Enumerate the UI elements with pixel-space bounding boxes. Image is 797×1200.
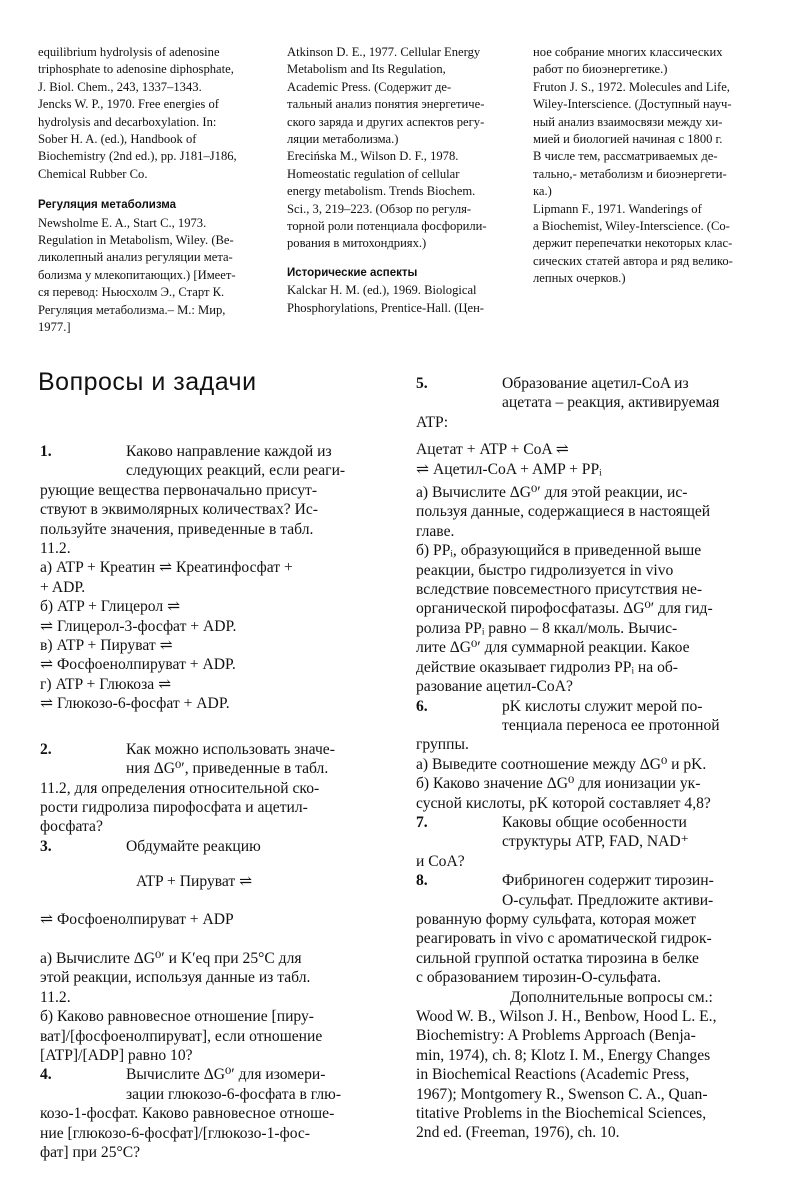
question-text: 11.2. <box>40 540 71 558</box>
question-text: реакции, быстро гидролизуется in vivo <box>416 561 674 579</box>
questions-left-column <box>40 442 386 1162</box>
question-text: а) Выведите соотношение между ΔG⁰ и pK. <box>416 755 707 773</box>
ref-line: Newsholme E. A., Start C., 1973. <box>38 215 207 230</box>
ref-line: 1977.] <box>38 320 71 335</box>
question-text: и CoA? <box>416 852 465 870</box>
question-text: Каково направление каждой из <box>126 443 332 460</box>
equation-line: ATP + Пируват ⇌ <box>136 873 253 891</box>
ref-line: Regulation in Metabolism, Wiley. (Ве- <box>38 233 234 248</box>
ref-line: Kalckar H. M. (ed.), 1969. Biological <box>287 283 477 298</box>
extra-refs-line: Wood W. B., Wilson J. H., Benbow, Hood L. E., <box>416 1008 717 1025</box>
reaction-line: а) ATP + Креатин ⇌ Креатинфосфат + <box>40 559 293 577</box>
question-text: Фибриноген содержит тирозин- <box>502 872 714 890</box>
question-text: главе. <box>416 522 455 540</box>
references-column-2 <box>287 44 522 317</box>
question-text: тенциала переноса ее протонной <box>502 716 720 734</box>
references-column-1 <box>38 44 274 337</box>
ref-line: В числе тем, рассматриваемых де- <box>533 149 718 164</box>
question-text: а) Вычислите ΔG⁰′ для этой реакции, ис- <box>416 484 688 502</box>
ref-line: ное собрание многих классических <box>533 45 723 59</box>
question-text: 11.2, для определения относительной ско- <box>40 779 320 797</box>
question-text: следующих реакций, если реаги- <box>126 462 346 480</box>
ref-line: Sci., 3, 219–223. (Обзор по регуля- <box>287 201 472 216</box>
question-text: ват]/[фосфоенолпируват], если отношение <box>40 1027 323 1045</box>
question-text: б) Каково значение ΔG⁰ для ионизации ук- <box>416 775 701 793</box>
ref-line: Biochemistry (2nd ed.), pp. J181–J186, <box>38 149 237 164</box>
question-text: структуры ATP, FAD, NAD⁺ <box>502 833 689 851</box>
ref-line: держит перепечатки некоторых клас- <box>533 236 733 251</box>
ref-line: тально,- метаболизм и биоэнергети- <box>533 166 727 181</box>
question-1-line <box>40 442 386 461</box>
reaction-line: + ADP. <box>40 578 86 596</box>
question-text: пользуйте значения, приведенные в табл. <box>40 520 314 538</box>
question-text: 11.2. <box>40 988 71 1006</box>
question-text: вследствие повсеместного присутствия не- <box>416 581 703 599</box>
question-number: 4. <box>40 1066 52 1084</box>
ref-line: болизма у млекопитающих.) [Имеет- <box>38 267 236 282</box>
question-text: с образованием тирозин-О-сульфата. <box>416 969 662 987</box>
ref-line: Jencks W. P., 1970. Free energies of <box>38 97 219 112</box>
question-text: Каковы общие особенности <box>502 813 687 831</box>
question-text: органической пирофосфатазы. ΔG⁰′ для гид- <box>416 600 713 618</box>
ref-line: Phosphorylations, Prentice-Hall. (Цен- <box>287 300 485 315</box>
extra-refs-line: min, 1974), ch. 8; Klotz I. M., Energy Changes <box>416 1046 711 1064</box>
question-8-line <box>416 871 764 890</box>
ref-line: Erecińska M., Wilson D. F., 1978. <box>287 149 459 164</box>
question-text: сильной группой остатка тирозина в белке <box>416 949 699 967</box>
question-text: рости гидролиза пирофосфата и ацетил- <box>40 798 308 816</box>
question-text: [ATP]/[ADP] равно 10? <box>40 1046 193 1064</box>
question-text: ATP: <box>416 413 449 431</box>
section-title: Вопросы и задачи <box>38 368 257 396</box>
ref-line: Homeostatic regulation of cellular <box>287 166 460 181</box>
extra-refs-line: in Biochemical Reactions (Academic Press, <box>416 1066 690 1084</box>
extra-refs-line: 2nd ed. (Freeman, 1976), ch. 10. <box>416 1124 620 1142</box>
question-text: рующие вещества первоначально присут- <box>40 481 318 499</box>
ref-line: тальный анализ понятия энергетиче- <box>287 97 485 112</box>
question-number: 3. <box>40 837 52 855</box>
question-text: Вычислите ΔG⁰′ для изомери- <box>126 1066 326 1084</box>
ref-line: работ по биоэнергетике.) <box>533 62 668 77</box>
question-text: реагировать in vivo с ароматической гидрок- <box>416 930 712 948</box>
ref-line: ликолепный анализ регуляции мета- <box>38 250 233 265</box>
ref-line: лепных очерков.) <box>533 271 626 286</box>
question-text: ния ΔG⁰′, приведенные в табл. <box>126 760 329 778</box>
extra-refs-line: Дополнительные вопросы см.: <box>510 988 713 1006</box>
question-text: б) Каково равновесное отношение [пиру- <box>40 1008 315 1026</box>
question-4-line <box>40 1065 386 1084</box>
ref-line: Sober H. A. (ed.), Handbook of <box>38 132 197 147</box>
ref-line: Metabolism and Its Regulation, <box>287 62 446 77</box>
ref-line: сических статей автора и ряд велико- <box>533 253 733 268</box>
reaction-line: б) ATP + Глицерол ⇌ <box>40 598 181 616</box>
ref-line: J. Biol. Chem., 243, 1337–1343. <box>38 79 202 94</box>
extra-refs-line: 1967); Montgomery R., Swenson C. A., Quan- <box>416 1085 708 1103</box>
question-text: а) Вычислите ΔG⁰′ и K′eq при 25°C для <box>40 949 302 967</box>
question-text: фат] при 25°C? <box>40 1144 141 1161</box>
question-5-line <box>416 374 764 393</box>
question-6-line <box>416 697 764 716</box>
ref-line: Fruton J. S., 1972. Molecules and Life, <box>533 79 730 94</box>
ref-line: energy metabolism. Trends Biochem. <box>287 184 476 199</box>
reaction-line: ⇌ Глюкозо-6-фосфат + ADP. <box>40 695 230 713</box>
question-text: действие оказывает гидролиз PPᵢ на об- <box>416 658 679 676</box>
ref-line: ся перевод: Ньюсхолм Э., Старт К. <box>38 285 225 300</box>
ref-line: торной роли потенциала фосфорили- <box>287 219 487 234</box>
question-number: 6. <box>416 697 428 715</box>
question-text: ацетата – реакция, активируемая <box>502 394 720 412</box>
question-number: 8. <box>416 872 428 890</box>
question-number: 7. <box>416 813 428 831</box>
ref-line: equilibrium hydrolysis of adenosine <box>38 45 220 59</box>
question-text: Обдумайте реакцию <box>126 837 261 855</box>
question-number: 5. <box>416 375 428 392</box>
reaction-line: ⇌ Фосфоенолпируват + ADP. <box>40 656 236 674</box>
extra-refs-line: Biochemistry: A Problems Approach (Benja- <box>416 1027 696 1045</box>
reaction-line: г) ATP + Глюкоза ⇌ <box>40 675 172 693</box>
ref-line: ского заряда и других аспектов регу- <box>287 114 485 129</box>
history-heading: Исторические аспекты <box>287 266 418 279</box>
question-number: 1. <box>40 443 52 460</box>
ref-line: hydrolysis and decarboxylation. In: <box>38 114 217 129</box>
question-text: pK кислоты служит мерой по- <box>502 697 703 715</box>
question-2-line <box>40 740 386 759</box>
question-text: сусной кислоты, pK которой составляет 4,8? <box>416 794 711 812</box>
equation-line: ⇌ Фосфоенолпируват + ADP <box>40 910 234 928</box>
questions-right-column <box>416 374 764 1143</box>
ref-line: ляции метаболизма.) <box>287 132 399 147</box>
question-text: этой реакции, используя данные из табл. <box>40 969 311 987</box>
question-number: 2. <box>40 740 52 758</box>
question-text: пользуя данные, содержащиеся в настоящей <box>416 503 711 521</box>
ref-line: Lipmann F., 1971. Wanderings of <box>533 201 702 216</box>
question-text: О-сульфат. Предложите активи- <box>502 891 714 909</box>
ref-line: рования в митохондриях.) <box>287 236 427 251</box>
question-text: б) PPᵢ, образующийся в приведенной выше <box>416 542 702 560</box>
question-text: ролиза PPᵢ равно – 8 ккал/моль. Вычис- <box>416 619 678 637</box>
question-text: зации глюкозо-6-фосфата в глю- <box>126 1085 342 1103</box>
ref-line: Wiley-Interscience. (Доступный науч- <box>533 97 732 112</box>
ref-line: ка.) <box>533 184 552 199</box>
question-text: Как можно использовать значе- <box>126 740 335 758</box>
extra-refs-line: titative Problems in the Biochemical Sciences, <box>416 1105 707 1123</box>
reaction-line: в) ATP + Пируват ⇌ <box>40 637 173 655</box>
ref-line: Academic Press. (Содержит де- <box>287 79 452 94</box>
ref-line: triphosphate to adenosine diphosphate, <box>38 62 234 77</box>
question-text: рованную форму сульфата, которая может <box>416 910 696 928</box>
references-column-3 <box>533 44 761 288</box>
question-text: группы. <box>416 736 469 754</box>
equation-line: ⇌ Ацетил-CoA + AMP + PPᵢ <box>416 460 602 478</box>
reaction-line: ⇌ Глицерол-3-фосфат + ADP. <box>40 617 237 635</box>
regulation-heading: Регуляция метаболизма <box>38 199 177 212</box>
ref-line: Chemical Rubber Co. <box>38 166 148 181</box>
question-text: козо-1-фосфат. Каково равновесное отноше- <box>40 1105 335 1123</box>
ref-line: Atkinson D. E., 1977. Cellular Energy <box>287 45 481 59</box>
ref-line: мией и биологией начиная с 1800 г. <box>533 132 723 147</box>
question-text: ние [глюкозо-6-фосфат]/[глюкозо-1-фос- <box>40 1124 310 1142</box>
ref-line: ный анализ взаимосвязи между хи- <box>533 114 723 129</box>
ref-line: a Biochemist, Wiley-Interscience. (Со- <box>533 219 730 234</box>
equation-line: Ацетат + ATP + CoA ⇌ <box>416 441 569 459</box>
question-7-line <box>416 813 764 832</box>
question-text: фосфата? <box>40 818 103 836</box>
question-text: разование ацетил-CoA? <box>416 678 573 696</box>
question-text: Образование ацетил-CoA из <box>502 375 689 392</box>
question-text: лите ΔG⁰′ для суммарной реакции. Какое <box>416 639 690 657</box>
question-text: ствуют в эквимолярных количествах? Ис- <box>40 501 318 519</box>
ref-line: Регуляция метаболизма.– М.: Мир, <box>38 302 226 317</box>
question-3-line <box>40 837 386 856</box>
